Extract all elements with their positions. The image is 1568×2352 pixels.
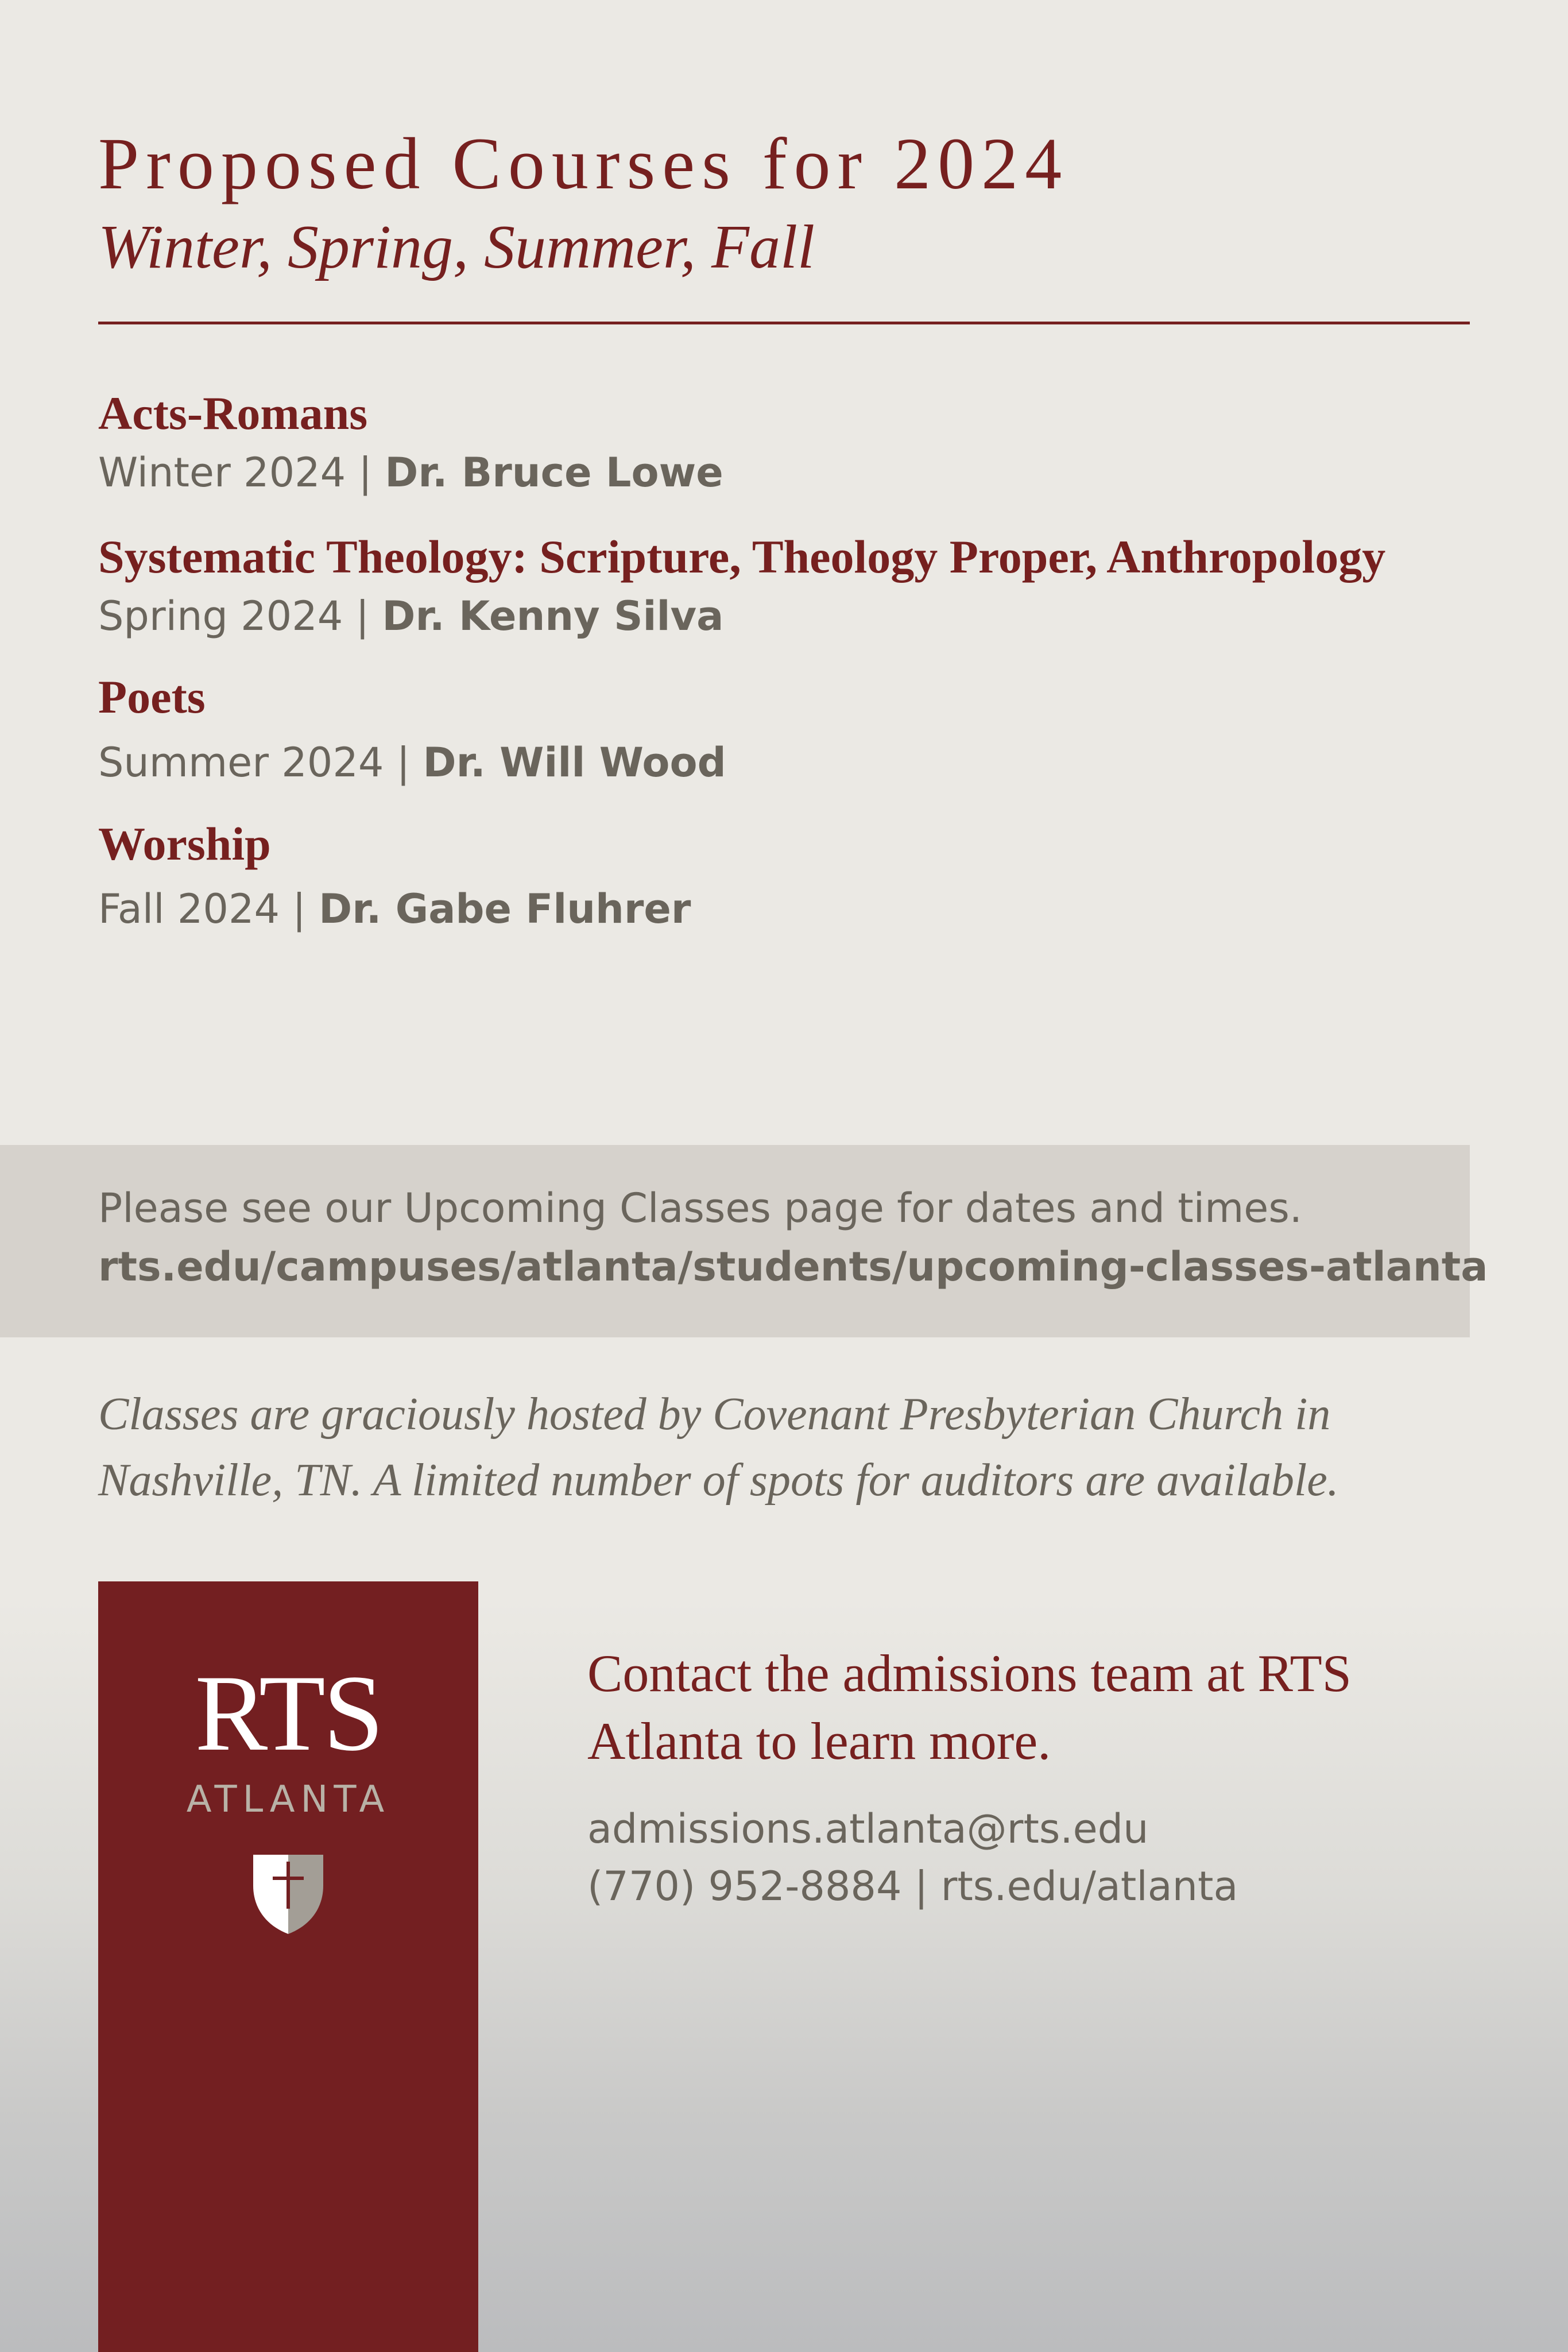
notice-text: Please see our Upcoming Classes page for dates and times.	[98, 1185, 1303, 1232]
course-title: Poets	[98, 671, 206, 723]
logo-wordmark: RTS	[195, 1653, 382, 1774]
upcoming-classes-notice	[0, 1145, 1488, 1337]
page-title: Proposed Courses for 2024	[98, 123, 1069, 204]
logo-city: ATLANTA	[186, 1778, 390, 1821]
rts-logo-panel	[98, 1581, 478, 2352]
hosted-note: Classes are graciously hosted by Covenant Presbyterian Church in Nashville, TN. A limited number of spots for auditors are available.	[98, 1389, 1339, 1506]
course-meta	[98, 447, 1476, 498]
course-title: Systematic Theology: Scripture, Theology Proper, Anthropology	[98, 531, 1386, 583]
contact-heading: Contact the admissions team at RTS Atlanta to learn more.	[587, 1644, 1352, 1770]
contact-email[interactable]: admissions.atlanta@rts.edu	[587, 1805, 1149, 1852]
contact-phone-web[interactable]: (770) 952-8884 | rts.edu/atlanta	[587, 1863, 1238, 1910]
course-term: Summer 2024 |	[98, 739, 423, 786]
course-title: Worship	[98, 818, 271, 870]
upcoming-classes-link[interactable]: rts.edu/campuses/atlanta/students/upcoming-classes-atlanta	[98, 1243, 1488, 1290]
course-meta	[98, 883, 1476, 935]
shield-cross-icon	[250, 1851, 327, 1937]
course-instructor: Dr. Kenny Silva	[382, 593, 724, 640]
course-instructor: Dr. Bruce Lowe	[385, 449, 723, 496]
course-instructor: Dr. Gabe Fluhrer	[319, 885, 691, 933]
course-term: Winter 2024 |	[98, 449, 385, 496]
course-term: Fall 2024 |	[98, 885, 319, 933]
course-term: Spring 2024 |	[98, 593, 382, 640]
course-instructor: Dr. Will Wood	[423, 739, 726, 786]
page-subtitle: Winter, Spring, Summer, Fall	[98, 213, 815, 281]
course-title: Acts-Romans	[98, 387, 368, 439]
title-divider	[98, 322, 1470, 324]
course-meta	[98, 590, 1476, 642]
course-meta	[98, 737, 1476, 788]
